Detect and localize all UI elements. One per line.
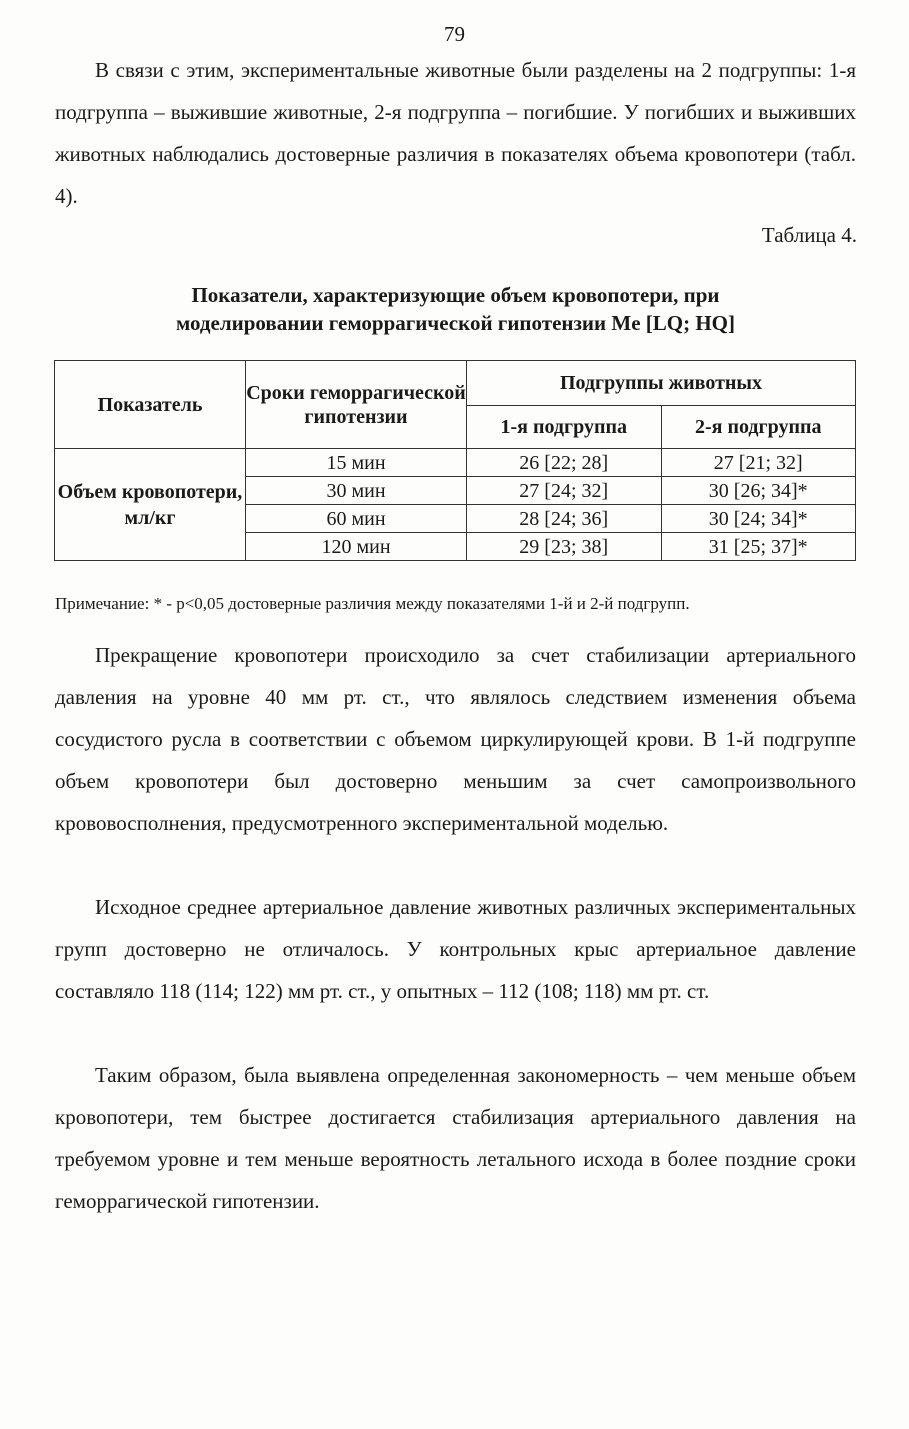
page-number: 79 xyxy=(444,22,465,46)
paragraph-pressure xyxy=(55,886,856,1012)
group1-cell: 28 [24; 36] xyxy=(467,505,662,533)
indicator-cell: Объем кровопотери, мл/кг xyxy=(55,449,246,561)
period-cell: 120 мин xyxy=(246,533,467,561)
group2-cell: 30 [26; 34]* xyxy=(661,477,856,505)
group1-cell: 26 [22; 28] xyxy=(467,449,662,477)
paragraph-blood-loss-text: Прекращение кровопотери происходило за счет стабилизации артериального давления на уровне 40 мм рт. ст., что являлось следствием изменения объема сосудистого русла в соответствии с объемом циркулирующей крови. В 1-й подгруппе объем кровопотери был достоверно меньшим за счет самопроизвольного крововосполнения, предусмотренного экспериментальной моделью. xyxy=(55,643,856,835)
paragraph-pressure-text: Исходное среднее артериальное давление животных различных экспериментальных групп достоверно не отличалось. У контрольных крыс артериальное давление составляло 118 (114; 122) мм рт. ст., у опытных – 112 (108; 118) мм рт. ст. xyxy=(55,895,856,1003)
group1-cell: 29 [23; 38] xyxy=(467,533,662,561)
header-indicator: Показатель xyxy=(55,361,246,449)
table-label: Таблица 4. xyxy=(761,223,857,247)
period-cell: 30 мин xyxy=(246,477,467,505)
group2-cell: 30 [24; 34]* xyxy=(661,505,856,533)
header-period: Сроки геморрагической гипотензии xyxy=(246,361,467,449)
paragraph-blood-loss xyxy=(55,634,856,844)
table-note: Примечание: * - p<0,05 достоверные различия между показателями 1-й и 2-й подгрупп. xyxy=(55,594,690,613)
header-group-2: 2-я подгруппа xyxy=(661,406,856,449)
table-title xyxy=(55,281,856,337)
paragraph-intro-text: В связи с этим, экспериментальные животные были разделены на 2 подгруппы: 1-я подгруппа – выжившие животные, 2-я подгруппа – погибшие. У погибших и выживших животных наблюдались достоверные различия в показателях объема кровопотери (табл. 4). xyxy=(55,58,856,208)
paragraph-conclusion xyxy=(55,1054,856,1222)
blood-loss-table xyxy=(54,360,856,561)
group1-cell: 27 [24; 32] xyxy=(467,477,662,505)
paragraph-conclusion-text: Таким образом, была выявлена определенная закономерность – чем меньше объем кровопотери, тем быстрее достигается стабилизация артериального давления на требуемом уровне и тем меньше вероятность летального исхода в более поздние сроки геморрагической гипотензии. xyxy=(55,1063,856,1213)
period-cell: 15 мин xyxy=(246,449,467,477)
table-row xyxy=(55,449,856,477)
table-title-line-1: Показатели, характеризующие объем кровопотери, при xyxy=(191,283,720,307)
header-group-1: 1-я подгруппа xyxy=(467,406,662,449)
group2-cell: 31 [25; 37]* xyxy=(661,533,856,561)
header-groups: Подгруппы животных xyxy=(467,361,856,406)
paragraph-intro xyxy=(55,49,856,217)
period-cell: 60 мин xyxy=(246,505,467,533)
group2-cell: 27 [21; 32] xyxy=(661,449,856,477)
table-title-line-2: моделировании геморрагической гипотензии Me [LQ; HQ] xyxy=(175,311,736,335)
